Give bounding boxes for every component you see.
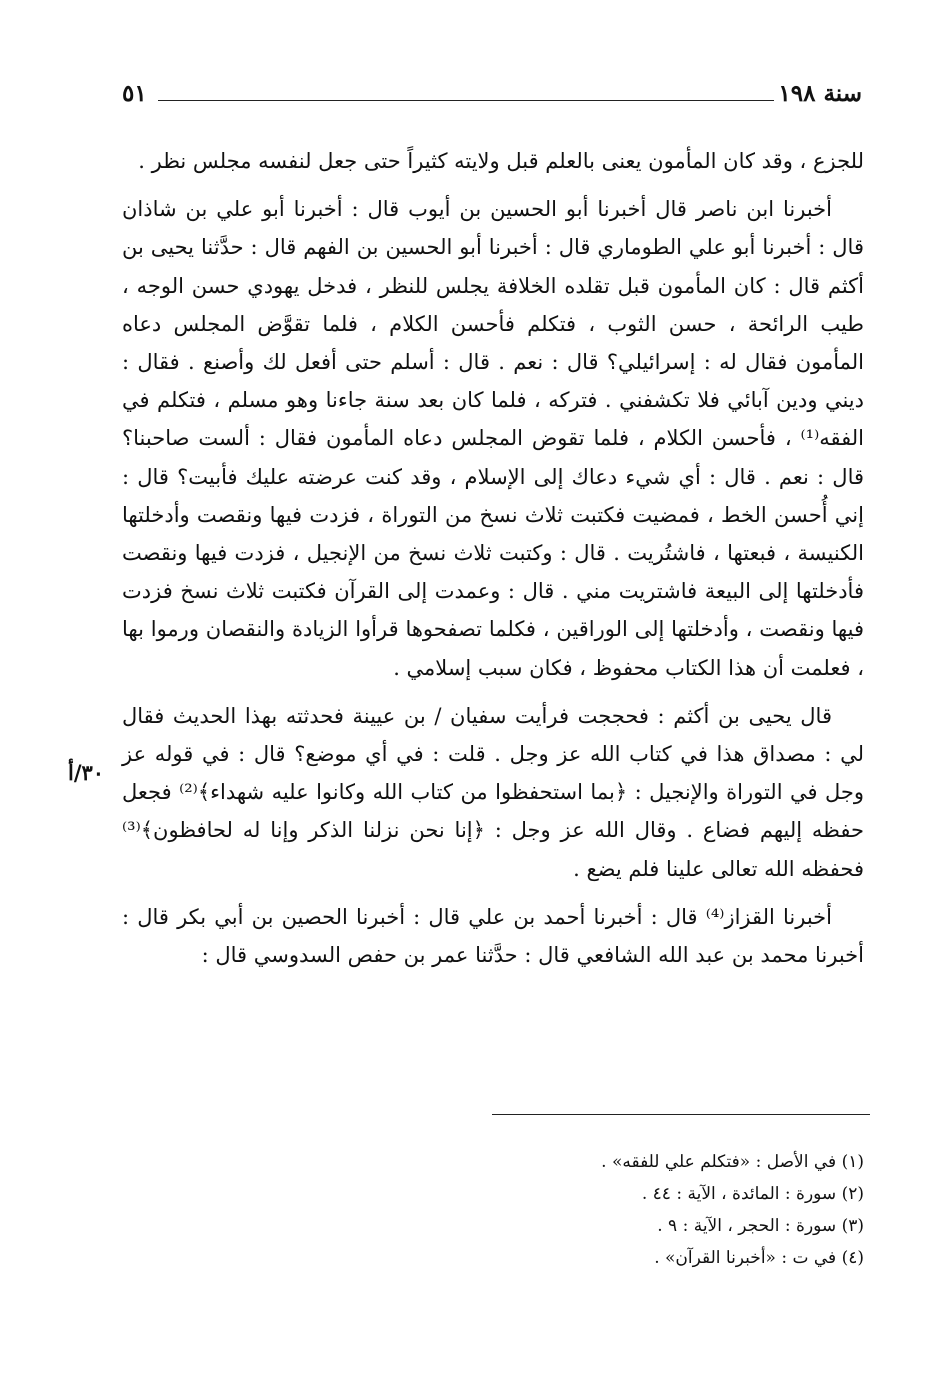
main-text (122, 142, 864, 974)
footnotes (360, 1146, 864, 1274)
footnote-4: (٤) في ت : «أخبرنا القرآن» . (654, 1248, 864, 1268)
paragraph-2: أخبرنا ابن ناصر قال أخبرنا أبو الحسين بن أيوب قال : أخبرنا أبو علي بن شاذان قال : أخبرنا أبو علي الطوماري قال : أخبرنا أبو الحسين بن الفهم قال : حدَّثنا يحيى بن أكثم قال : كان المأمون قبل تقلده الخلافة يجلس للنظر ، فدخل يهودي حسن الوجه ، طيب الرائحة ، حسن الثوب ، فتكلم فأحسن الكلام ، فلما تقوَّض المجلس دعاه المأمون فقال له : إسرائيلي؟ قال : نعم . قال : أسلم حتى أفعل لك وأصنع . فقال : ديني ودين آبائي فلا تكشفني . فتركه ، فلما كان بعد سنة جاءنا وهو مسلم ، فتكلم في الفقه⁽¹⁾ ، فأحسن الكلام ، فلما تقوض المجلس دعاه المأمون فقال : ألست صاحبنا؟ قال : نعم . قال : أي شيء دعاك إلى الإسلام ، وقد كنت عرضته عليك فأبيت؟ قال : إني أُحسن الخط ، فمضيت فكتبت ثلاث نسخ من التوراة ، فزدت فيها ونقصت وأدخلتها الكنيسة ، فبعتها ، فاشتُريت . قال : وكتبت ثلاث نسخ من الإنجيل ، فزدت فيها ونقصت فأدخلتها إلى البيعة فاشتريت مني . قال : وعمدت إلى القرآن فكتبت ثلاث نسخ فزدت فيها ونقصت ، وأدخلتها إلى الوراقين ، فكلما تصفحوها قرأوا الزيادة والنقصان ورموا بها ، فعلمت أن هذا الكتاب محفوظ ، فكان سبب إسلامي . (122, 197, 864, 680)
footnote-2: (٢) سورة : المائدة ، الآية : ٤٤ . (641, 1184, 864, 1204)
paragraph-1: للجزع ، وقد كان المأمون يعنى بالعلم قبل ولايته كثيراً حتى جعل لنفسه مجلس نظر . (138, 149, 864, 173)
page-number: ٥١ (122, 80, 147, 107)
footnote-rule (492, 1114, 870, 1115)
header-rule (158, 100, 774, 101)
manuscript-folio-marker: ٣٠/أ (68, 760, 105, 785)
paragraph-3: قال يحيى بن أكثم : فحججت فرأيت سفيان / بن عيينة فحدثته بهذا الحديث فقال لي : مصداق هذا في كتاب الله عز وجل . قلت : في أي موضع؟ قال : في قوله عز وجل في التوراة والإنجيل : ﴿بما استحفظوا من كتاب الله وكانوا عليه شهداء﴾⁽²⁾ فجعل حفظه إليهم فضاع . وقال الله عز وجل : ﴿إنا نحن نزلنا الذكر وإنا له لحافظون﴾⁽³⁾ فحفظه الله تعالى علينا فلم يضع . (122, 703, 864, 881)
footnote-3: (٣) سورة : الحجر ، الآية : ٩ . (657, 1216, 864, 1236)
running-head-year: سنة ١٩٨ (778, 80, 862, 107)
paragraph-4: أخبرنا القزاز⁽⁴⁾ قال : أخبرنا أحمد بن علي قال : أخبرنا الحصين بن أبي بكر قال : أخبرنا محمد بن عبد الله الشافعي قال : حدَّثنا عمر بن حفص السدوسي قال : (122, 904, 864, 968)
footnote-1: (١) في الأصل : «فتكلم علي للفقه» . (601, 1152, 864, 1172)
page-header (122, 78, 862, 118)
